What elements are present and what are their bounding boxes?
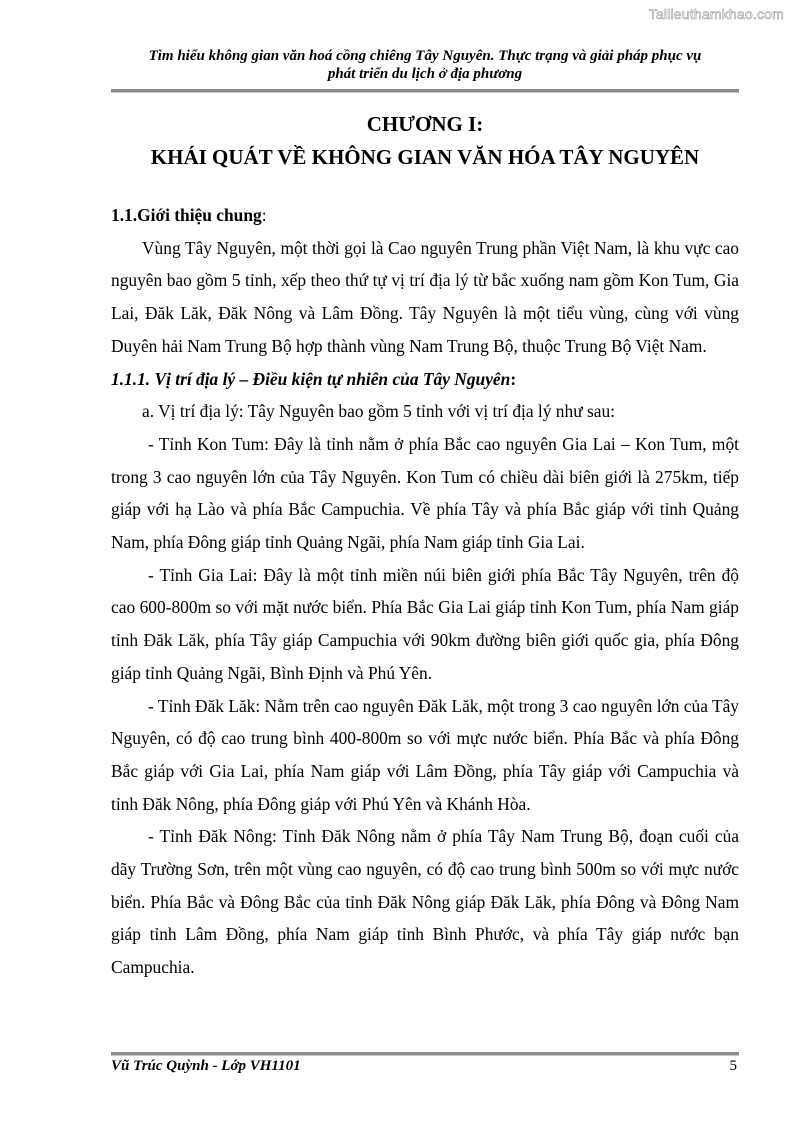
- section-heading-suffix: :: [261, 205, 267, 225]
- footer-author: Vũ Trúc Quỳnh - Lớp VH1101: [111, 1058, 301, 1074]
- section-heading-text: 1.1.Giới thiệu chung: [111, 205, 262, 225]
- chapter-number: CHƯƠNG I:: [366, 112, 484, 136]
- chapter-title: KHÁI QUÁT VỀ KHÔNG GIAN VĂN HÓA TÂY NGUYÊN: [150, 145, 700, 169]
- subsection-heading-text: 1.1.1. Vị trí địa lý – Điều kiện tự nhiên của Tây Nguyên: [111, 368, 511, 389]
- running-header: [111, 47, 739, 83]
- page-number: 5: [729, 1058, 737, 1074]
- document-body: [111, 199, 739, 984]
- subsection-heading-suffix: :: [510, 368, 517, 389]
- section-heading-1-1: [111, 199, 739, 232]
- province-paragraph-gia-lai: - Tỉnh Gia Lai: Đây là một tỉnh miền núi biên giới phía Bắc Tây Nguyên, trên độ cao 600-800m so với mặt nước biển. Phía Bắc Gia Lai giáp tỉnh Kon Tum, phía Nam giáp tỉnh Đăk Lăk, phía Tây giáp Campuchia với 90km đường biên giới quốc gia, phía Đông giáp tỉnh Quảng Ngãi, Bình Định và Phú Yên.: [111, 564, 739, 683]
- header-rule: [111, 89, 739, 93]
- footer-rule: [111, 1052, 739, 1056]
- intro-paragraph: Vùng Tây Nguyên, một thời gọi là Cao nguyên Trung phần Việt Nam, là khu vực cao nguyên bao gồm 5 tỉnh, xếp theo thứ tự vị trí địa lý từ bắc xuống nam gồm Kon Tum, Gia Lai, Đăk Lăk, Đăk Nông và Lâm Đồng. Tây Nguyên là một tiểu vùng, cùng với vùng Duyên hải Nam Trung Bộ hợp thành vùng Nam Trung Bộ, thuộc Trung Bộ Việt Nam.: [111, 237, 739, 356]
- province-paragraph-dak-nong: - Tỉnh Đăk Nông: Tỉnh Đăk Nông nằm ở phía Tây Nam Trung Bộ, đoạn cuối của dãy Trường Sơn, trên một vùng cao nguyên, có độ cao trung bình 500m so với mực nước biển. Phía Bắc và Đông Bắc của tỉnh Đăk Nông giáp Đăk Lăk, phía Đông và Đông Nam giáp tỉnh Lâm Đồng, phía Nam giáp tỉnh Bình Phước, và phía Tây giáp nước bạn Campuchia.: [111, 826, 739, 978]
- province-paragraph-kon-tum: - Tỉnh Kon Tum: Đây là tỉnh nằm ở phía Bắc cao nguyên Gia Lai – Kon Tum, một trong 3 cao nguyên lớn của Tây Nguyên. Kon Tum có chiều dài biên giới là 275km, tiếp giáp với hạ Lào và phía Bắc Campuchia. Về phía Tây và phía Bắc giáp với tỉnh Quảng Nam, phía Đông giáp tỉnh Quảng Ngãi, phía Nam giáp tỉnh Gia Lai.: [111, 433, 739, 553]
- running-header-line-1: Tìm hiểu không gian văn hoá cồng chiêng Tây Nguyên. Thực trạng và giải pháp phục vụ: [148, 48, 702, 64]
- section-heading-1-1-1: [111, 363, 739, 396]
- running-header-line-2: phát triển du lịch ở địa phương: [327, 66, 523, 82]
- location-intro: a. Vị trí địa lý: Tây Nguyên bao gồm 5 tỉnh với vị trí địa lý như sau:: [142, 401, 615, 422]
- watermark: Tailieuthamkhao.com: [648, 6, 784, 22]
- province-paragraph-dak-lak: - Tỉnh Đăk Lăk: Nằm trên cao nguyên Đăk Lăk, một trong 3 cao nguyên lớn của Tây Nguyên, có độ cao trung bình 400-800m so với mực nước biển. Phía Bắc và phía Đông Bắc giáp với Gia Lai, phía Nam giáp với Lâm Đồng, phía Tây giáp với Campuchia và tỉnh Đăk Nông, phía Đông giáp với Phú Yên và Khánh Hòa.: [111, 695, 739, 814]
